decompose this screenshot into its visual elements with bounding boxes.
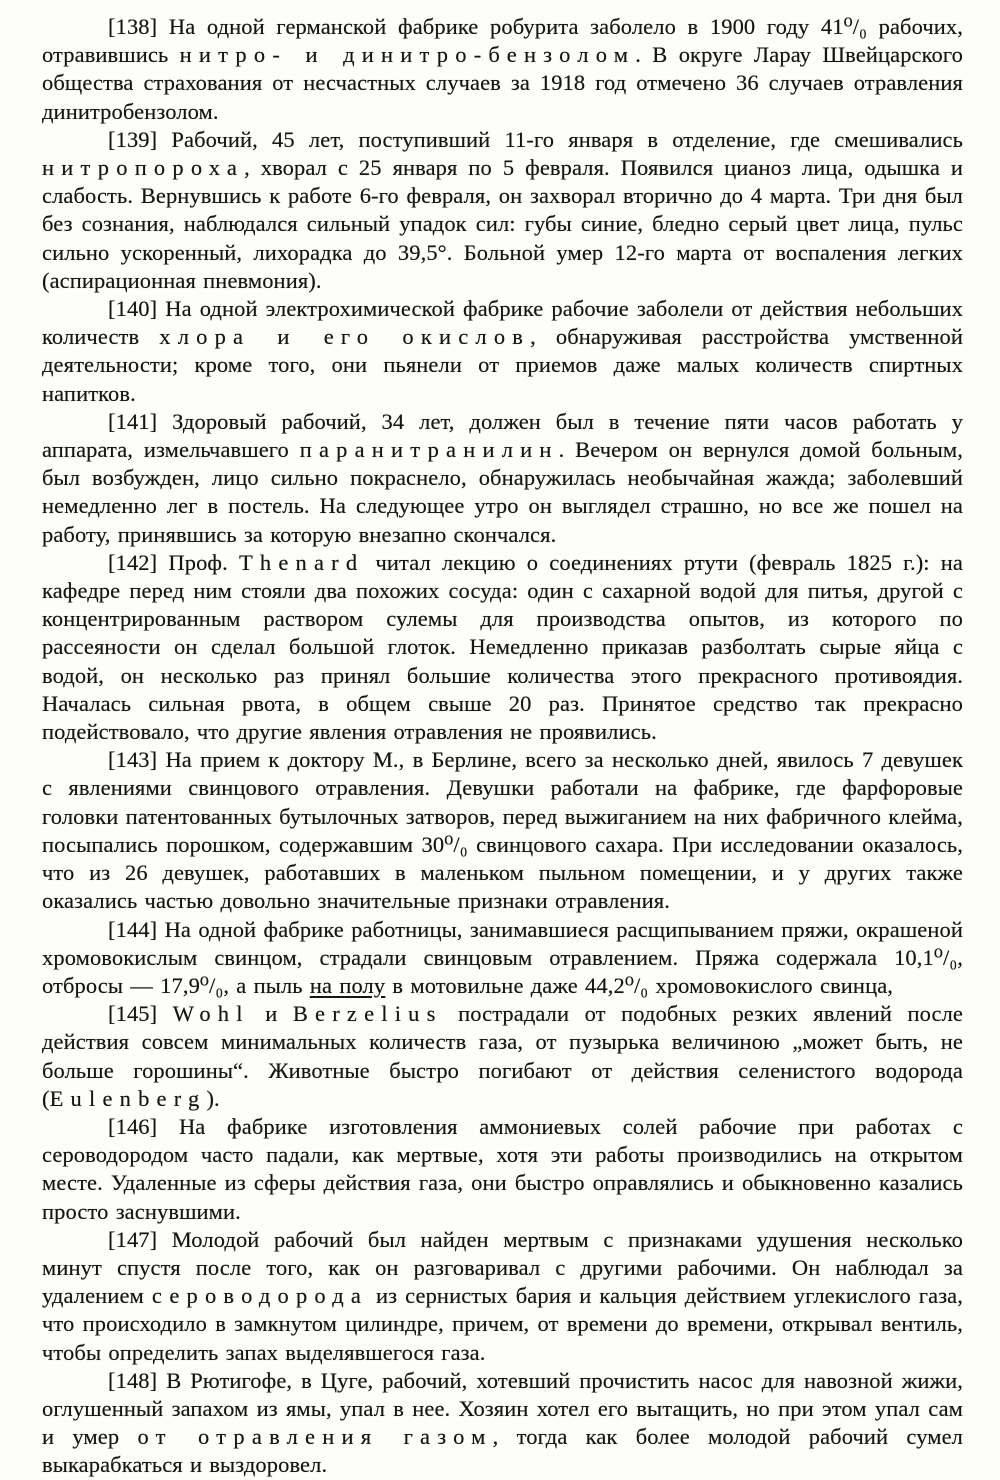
body-text: , тогда как более молодой рабочий сумел выкарабкаться и выздоровел. <box>42 1424 964 1478</box>
paragraph-148 <box>42 1367 963 1480</box>
body-text: пострадали от подобных резких явлений после действия совсем минимальных количеств газа, от пузырька величиною „может быть, не больше горошины“. Животные быстро погибают от действия селенистого водорода ( <box>42 1001 963 1111</box>
paragraph-number-140: [140] <box>108 296 166 322</box>
body-text: На фабрике изготовления аммониевых солей рабочие при работах с сероводородом часто падали, как мертвые, хотя эти работы производились на открытом месте. Удаленные из сферы действия газа, они быстро оправлялись и обыкновенно казались просто заснувшими. <box>42 1113 964 1224</box>
body-text: , хворал с 25 января по 5 февраля. Появился цианоз лица, одышка и слабость. Вернувшись к работе 6-го февраля, он захворал вторично до 4 марта. Три дня был без сознания, наблюдался сильный упадок сил: губы синие, бледно серый цвет лица, пульс сильно ускоренный, лихорадка до 39,5°. Больной умер 12-го марта от воспаления легких (аспирационная пневмония). <box>42 155 963 293</box>
paragraph-142 <box>42 549 963 746</box>
body-text: из сернистых бария и кальция действием углекислого газа, что происходило в замкнутом цилиндре, причем, от времени до времени, открывал вентиль, чтобы определить запах выделявшегося газа. <box>42 1283 963 1365</box>
body-text: Молодой рабочий был найден мертвым с признаками удушения несколько минут спустя после того, как он разговаривал с другими рабочими. Он наблюдал за удалением <box>42 1226 963 1309</box>
body-text: , обнаруживая расстройства умственной деятельности; кроме того, они пьянели от приемов даже малых количеств спиртных напитков. <box>42 324 963 406</box>
body-text: На одной германской фабрике робурита заболело в 1900 году 41⁰/₀ рабочих, отравившись <box>42 14 963 68</box>
body-text: читал лекцию о соединениях ртути (февраль 1825 г.): на кафедре перед ним стояли два похожих сосуда: один с сахарной водой для питья, другой с концентрированным раствором сулемы для производства опытов, из которого по рассеяности он сделал большой глоток. Немедленно приказав разболтать сырые яйца с водой, он несколько раз принял большие количества этого прекрасного противоядия. Началась сильная рвота, в общем свыше 20 раз. Принятое средство так прекрасно подействовало, что другие явления отравления не проявились. <box>42 549 963 745</box>
paragraph-number-138: [138] <box>108 14 169 39</box>
emphasized-text: хлора и его окислов <box>159 324 531 350</box>
emphasized-text: сероводорода <box>151 1283 369 1309</box>
paragraph-number-145: [145] <box>108 1001 173 1027</box>
body-text: . В округе Ларау Швейцарского общества страхования от несчастных случаев за 1918 год отмечено 36 случаев отравления динитробензолом. <box>42 42 963 124</box>
underlined-text: на полу <box>309 972 386 998</box>
emphasized-text: паранитранилин <box>299 437 559 463</box>
paragraph-number-148: [148] <box>108 1367 167 1393</box>
paragraph-number-141: [141] <box>108 408 173 434</box>
body-text: На одной электрохимической фабрике рабочие заболели от действия небольших количеств <box>42 296 963 350</box>
emphasized-text: Thenard <box>238 549 365 575</box>
body-text: На прием к доктору М., в Берлине, всего за несколько дней, явилось 7 девушек с явлениями свинцового отравления. Девушки работали на фабрике, где фарфоровые головки патентованных бутылочных затворов, перед выжиганием на них фабричного клейма, посыпались порошком, содержавшим 30⁰/₀ свинцового сахара. При исследовании оказалось, что из 26 девушек, работавших в маленьком пыльном помещении, и у других также оказались частью довольно значительные признаки отравления. <box>42 747 963 914</box>
body-text: в мотовильне даже 44,2⁰/₀ хромовокислого свинца, <box>385 972 894 998</box>
paragraph-138 <box>42 13 963 126</box>
body-text: Проф. <box>168 549 239 575</box>
body-text: На одной фабрике работницы, занимавшиеся расщипыванием пряжи, окрашеной хромовокислым свинцом, страдали свинцовым отравлением. Пряжа содержала 10,1⁰/₀, отбросы — 17,9⁰/₀, а пыль <box>42 916 963 998</box>
paragraph-144 <box>42 916 963 1001</box>
emphasized-text: Eulenberg <box>49 1085 207 1111</box>
paragraph-140 <box>42 295 963 408</box>
paragraph-141 <box>42 408 963 549</box>
emphasized-text: Wohl <box>172 1001 250 1027</box>
paragraph-number-144: [144] <box>108 916 165 942</box>
emphasized-text: нитро- и динитро-бензолом <box>179 42 636 68</box>
body-text: Здоровый рабочий, 34 лет, должен был в течение пяти часов работать у аппарата, измельчавшего <box>42 408 963 463</box>
paragraph-145 <box>42 1000 963 1113</box>
body-text: и <box>249 1001 293 1027</box>
paragraph-number-146: [146] <box>108 1113 179 1139</box>
paragraph-number-143: [143] <box>108 747 166 773</box>
body-text: . Вечером он вернулся домой больным, был возбужден, лицо сильно покраснело, обнаружилась необычайная жажда; заболевший немедленно лег в постель. На следующее утро он выглядел страшно, но все же пошел на работу, принявшись за которую внезапно скончался. <box>42 437 963 547</box>
paragraph-147 <box>42 1226 963 1367</box>
emphasized-text: от отравления газом <box>137 1424 493 1450</box>
paragraph-146 <box>42 1113 963 1226</box>
emphasized-text: нитропороха <box>42 155 245 181</box>
body-text: ). <box>206 1085 220 1111</box>
paragraph-number-142: [142] <box>108 549 169 575</box>
paragraph-number-139: [139] <box>108 126 172 152</box>
paragraph-139 <box>42 126 963 295</box>
body-text: Рабочий, 45 лет, поступивший 11-го января в отделение, где смешивались <box>171 126 963 152</box>
body-text: В Рютигофе, в Цуге, рабочий, хотевший прочистить насос для навозной жижи, оглушенный запахом из ямы, упал в нее. Хозяин хотел его вытащить, но при этом упал сам и умер <box>42 1367 963 1450</box>
emphasized-text: Berzelius <box>292 1001 443 1027</box>
paragraph-number-147: [147] <box>108 1226 172 1252</box>
paragraph-143 <box>42 746 963 915</box>
